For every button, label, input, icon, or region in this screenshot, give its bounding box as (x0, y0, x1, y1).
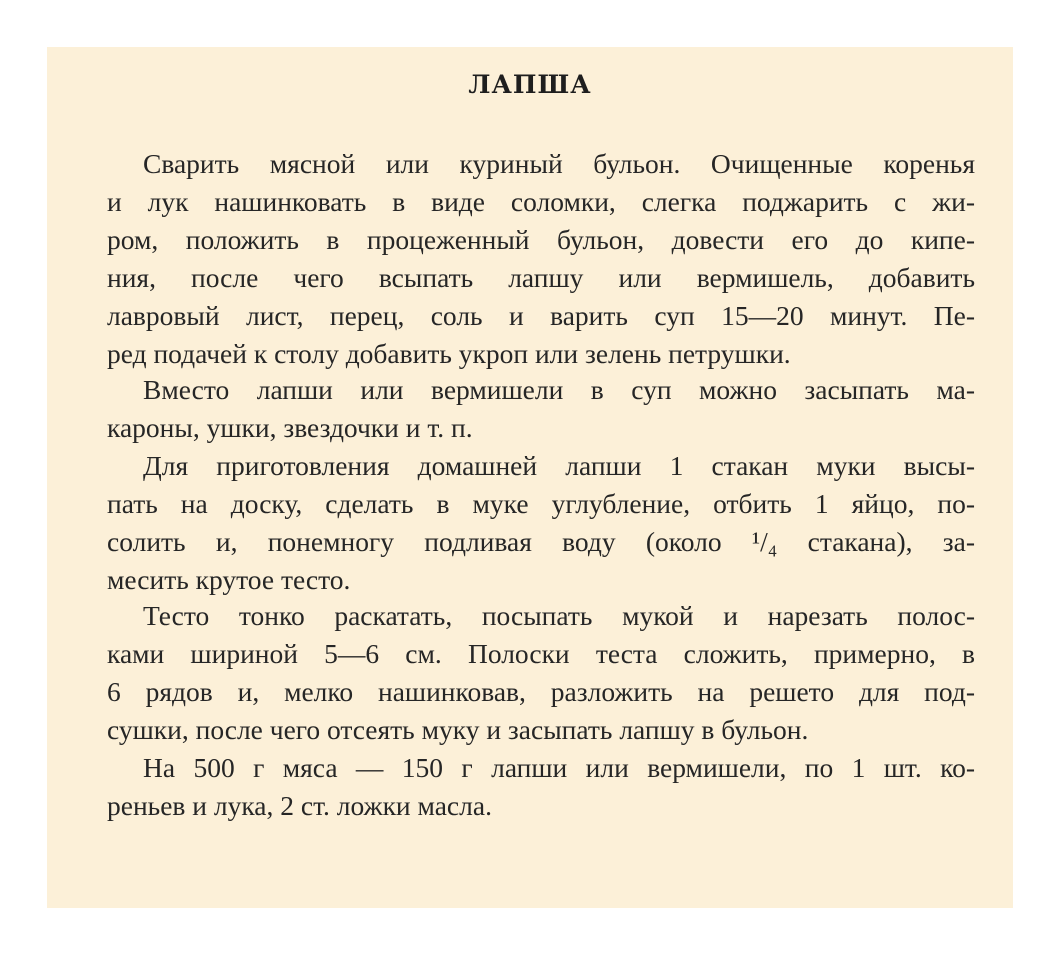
text-line-16: сушки, после чего отсеять муку и засыпать лапшу в бульон. (107, 714, 809, 745)
text-line-2: и лук нашинковать в виде соломки, слегка поджарить с жи- (107, 186, 975, 217)
text-line-10: пать на доску, сделать в муке углубление, отбить 1 яйцо, по- (107, 488, 975, 519)
text-line-17: На 500 г мяса — 150 г лапши или вермишели, по 1 шт. ко- (143, 752, 975, 783)
text-line-9: Для приготовления домашней лапши 1 стакан муки высы- (143, 450, 975, 481)
text-line-14: ками шириной 5—6 см. Полоски теста сложить, примерно, в (107, 638, 975, 669)
text-line-15: 6 рядов и, мелко нашинковав, разложить на решето для под- (107, 676, 975, 707)
text-line-3: ром, положить в процеженный бульон, довести его до кипе- (107, 224, 975, 255)
recipe-title: ЛАПША (468, 70, 592, 99)
text-line-6: ред подачей к столу добавить укроп или зелень петрушки. (107, 338, 791, 369)
text-line-1: Сварить мясной или куриный бульон. Очищенные коренья (143, 148, 975, 179)
text-line-8: кароны, ушки, звездочки и т. п. (107, 412, 473, 443)
text-line-5: лавровый лист, перец, соль и варить суп 15—20 минут. Пе- (107, 300, 975, 331)
text-line-13: Тесто тонко раскатать, посыпать мукой и нарезать полос- (143, 600, 975, 631)
text-line-11: солить и, понемногу подливая воду (около ¹/₄ стакана), за- (107, 526, 975, 557)
text-line-7: Вместо лапши или вермишели в суп можно засыпать ма- (143, 374, 975, 405)
text-line-18: реньев и лука, 2 ст. ложки масла. (107, 790, 492, 821)
text-line-12: месить крутое тесто. (107, 564, 351, 595)
text-line-4: ния, после чего всыпать лапшу или вермишель, добавить (107, 262, 975, 293)
